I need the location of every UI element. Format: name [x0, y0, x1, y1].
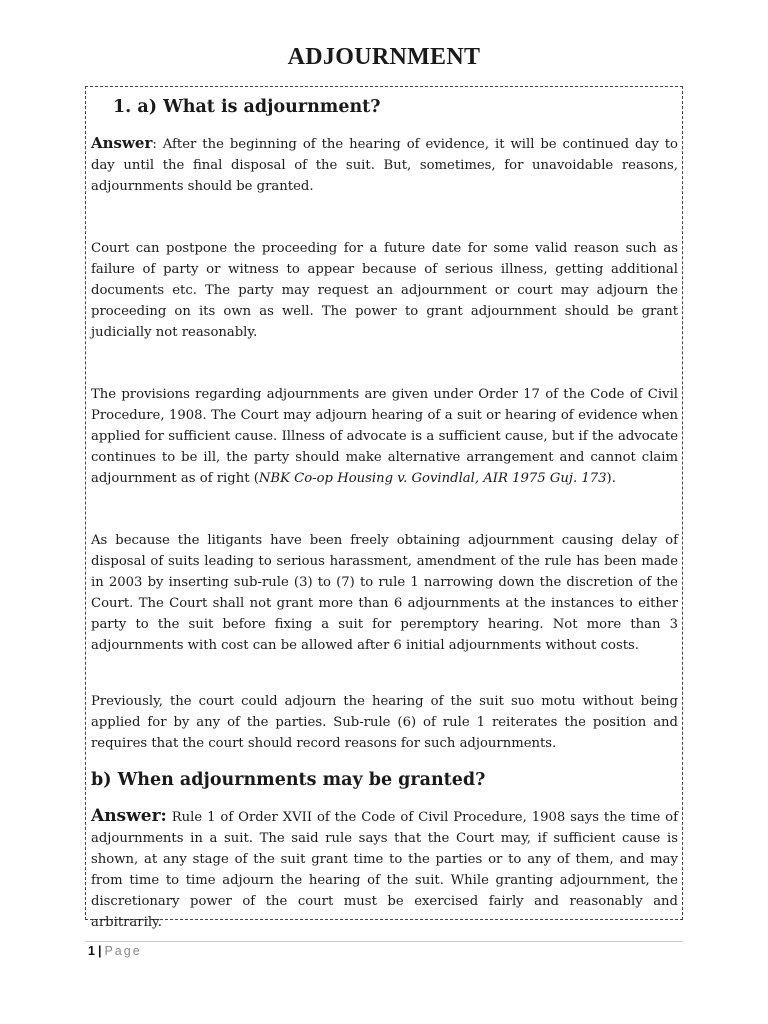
page-footer	[88, 944, 142, 958]
answer-paragraph-1	[91, 133, 678, 197]
question-heading-1b: b) When adjournments may be granted?	[91, 770, 486, 790]
paragraph-postpone: Court can postpone the proceeding for a future date for some valid reason such as failure of party or witness to appear because of serious illness, getting additional documents etc. The party may request an adjournment or court may adjourn the proceeding on its own as well. The power to grant adjournment should be grant judicially not reasonably.	[91, 241, 678, 340]
document-title: ADJOURNMENT	[287, 44, 481, 70]
page-number: 1	[88, 944, 95, 958]
answer-label-2: Answer:	[91, 806, 167, 826]
answer-text: After the beginning of the hearing of evidence, it will be continued day to day until the final disposal of the suit. But, sometimes, for unavoidable reasons, adjournments should be granted.	[91, 137, 678, 194]
answer-colon: :	[152, 137, 157, 152]
provisions-text: The provisions regarding adjournments are given under Order 17 of the Code of Civil Procedure, 1908. The Court may adjourn hearing of a suit or hearing of evidence when applied for sufficient cause. Illness of advocate is a sufficient cause, but if the advocate continues to be ill, the party should make alternative arrangement and cannot claim adjournment as of right (	[91, 387, 678, 486]
paragraph-provisions	[91, 384, 678, 489]
footer-divider	[85, 941, 683, 942]
content-box	[85, 86, 683, 930]
answer-label: Answer	[91, 134, 153, 152]
question-heading-1a: 1. a) What is adjournment?	[113, 97, 381, 117]
case-citation: NBK Co-op Housing v. Govindlal, AIR 1975 Guj. 173	[258, 471, 607, 486]
footer-separator: |	[97, 944, 102, 958]
page-label: Page	[104, 944, 142, 958]
provisions-end: ).	[606, 471, 616, 486]
answer-text-2: Rule 1 of Order XVII of the Code of Civil Procedure, 1908 says the time of adjournments in a suit. The said rule says that the Court may, if sufficient cause is shown, at any stage of the suit grant time to the parties or to any of them, and may from time to time adjourn the hearing of the suit. While granting adjournment, the discretionary power of the court must be exercised fairly and reasonably and arbitrarily.	[91, 810, 678, 930]
paragraph-amendment: As because the litigants have been freely obtaining adjournment causing delay of disposal of suits leading to serious harassment, amendment of the rule has been made in 2003 by inserting sub-rule (3) to (7) to rule 1 narrowing down the discretion of the Court. The Court shall not grant more than 6 adjournments at the instances to either party to the suit before fixing a suit for peremptory hearing. Not more than 3 adjournments with cost can be allowed after 6 initial adjournments without costs.	[91, 533, 678, 653]
answer-paragraph-2	[91, 806, 678, 933]
paragraph-suo-motu: Previously, the court could adjourn the hearing of the suit suo motu without being applied for by any of the parties. Sub-rule (6) of rule 1 reiterates the position and requires that the court should record reasons for such adjournments.	[91, 694, 678, 751]
